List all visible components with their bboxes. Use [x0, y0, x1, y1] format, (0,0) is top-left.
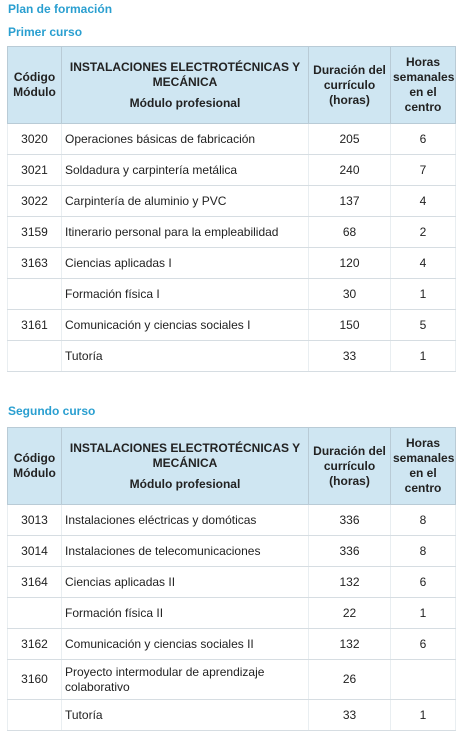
table-header-row: [8, 47, 456, 124]
second-course-title: Segundo curso: [8, 404, 96, 418]
cell-module-name: Tutoría: [62, 341, 309, 372]
cell-code: 3163: [8, 248, 62, 279]
table-row: [8, 536, 456, 567]
cell-code: 3014: [8, 536, 62, 567]
cell-weekly-hours: 7: [391, 155, 456, 186]
table-row: [8, 505, 456, 536]
cell-module-name: Formación física I: [62, 279, 309, 310]
column-header-module: INSTALACIONES ELECTROTÉCNICAS Y MECÁNICA Módulo profesional: [62, 47, 309, 124]
cell-code: 3160: [8, 660, 62, 700]
cell-duration: 336: [309, 505, 391, 536]
cell-weekly-hours: 4: [391, 186, 456, 217]
cell-code: 3164: [8, 567, 62, 598]
cell-module-name: Operaciones básicas de fabricación: [62, 124, 309, 155]
cell-code: [8, 700, 62, 731]
cell-module-name: Soldadura y carpintería metálica: [62, 155, 309, 186]
column-header-duration: Duración del currículo (horas): [309, 428, 391, 505]
cell-code: 3162: [8, 629, 62, 660]
cell-code: 3159: [8, 217, 62, 248]
cell-module-name: Tutoría: [62, 700, 309, 731]
table-row: [8, 279, 456, 310]
cell-weekly-hours: 4: [391, 248, 456, 279]
column-header-code: Código Módulo: [8, 47, 62, 124]
cell-duration: 240: [309, 155, 391, 186]
cell-code: 3020: [8, 124, 62, 155]
table-row: [8, 700, 456, 731]
cell-module-name: Ciencias aplicadas I: [62, 248, 309, 279]
cell-weekly-hours: 1: [391, 279, 456, 310]
cell-duration: 132: [309, 629, 391, 660]
cell-weekly-hours: 1: [391, 700, 456, 731]
column-header-code: Código Módulo: [8, 428, 62, 505]
cell-module-name: Comunicación y ciencias sociales I: [62, 310, 309, 341]
first-course-table: [7, 46, 456, 372]
cell-module-name: Instalaciones eléctricas y domóticas: [62, 505, 309, 536]
cell-weekly-hours: 8: [391, 536, 456, 567]
cell-weekly-hours: 6: [391, 629, 456, 660]
cell-duration: 120: [309, 248, 391, 279]
column-header-weekly-hours: Horas semanales en el centro: [391, 47, 456, 124]
cell-code: [8, 279, 62, 310]
table-row: [8, 248, 456, 279]
cell-duration: 132: [309, 567, 391, 598]
second-course-table: [7, 427, 456, 731]
page-title: Plan de formación: [8, 2, 113, 16]
cell-weekly-hours: 2: [391, 217, 456, 248]
cell-module-name: Instalaciones de telecomunicaciones: [62, 536, 309, 567]
table-row: [8, 660, 456, 700]
cell-duration: 336: [309, 536, 391, 567]
cell-duration: 22: [309, 598, 391, 629]
cell-duration: 137: [309, 186, 391, 217]
cell-module-name: Ciencias aplicadas II: [62, 567, 309, 598]
cell-weekly-hours: 8: [391, 505, 456, 536]
cell-code: [8, 598, 62, 629]
cell-weekly-hours: [391, 660, 456, 700]
column-header-module: INSTALACIONES ELECTROTÉCNICAS Y MECÁNICA Módulo profesional: [62, 428, 309, 505]
table-row: [8, 155, 456, 186]
cell-code: 3021: [8, 155, 62, 186]
cell-duration: 30: [309, 279, 391, 310]
cell-weekly-hours: 1: [391, 341, 456, 372]
cell-duration: 205: [309, 124, 391, 155]
table-row: [8, 310, 456, 341]
table-row: [8, 629, 456, 660]
cell-code: [8, 341, 62, 372]
table-row: [8, 341, 456, 372]
cell-duration: 33: [309, 700, 391, 731]
cell-weekly-hours: 5: [391, 310, 456, 341]
column-header-duration: Duración del currículo (horas): [309, 47, 391, 124]
cell-duration: 26: [309, 660, 391, 700]
cell-code: 3022: [8, 186, 62, 217]
cell-module-name: Itinerario personal para la empleabilidad: [62, 217, 309, 248]
table-row: [8, 217, 456, 248]
table-row: [8, 186, 456, 217]
table-row: [8, 124, 456, 155]
column-header-weekly-hours: Horas semanales en el centro: [391, 428, 456, 505]
first-course-title: Primer curso: [8, 25, 83, 39]
cell-duration: 150: [309, 310, 391, 341]
table-header-row: [8, 428, 456, 505]
table-row: [8, 567, 456, 598]
cell-code: 3161: [8, 310, 62, 341]
cell-duration: 33: [309, 341, 391, 372]
cell-weekly-hours: 1: [391, 598, 456, 629]
cell-module-name: Formación física II: [62, 598, 309, 629]
cell-module-name: Comunicación y ciencias sociales II: [62, 629, 309, 660]
cell-weekly-hours: 6: [391, 567, 456, 598]
cell-module-name: Carpintería de aluminio y PVC: [62, 186, 309, 217]
cell-module-name: Proyecto intermodular de aprendizaje colaborativo: [62, 660, 309, 700]
cell-code: 3013: [8, 505, 62, 536]
cell-weekly-hours: 6: [391, 124, 456, 155]
cell-duration: 68: [309, 217, 391, 248]
table-row: [8, 598, 456, 629]
